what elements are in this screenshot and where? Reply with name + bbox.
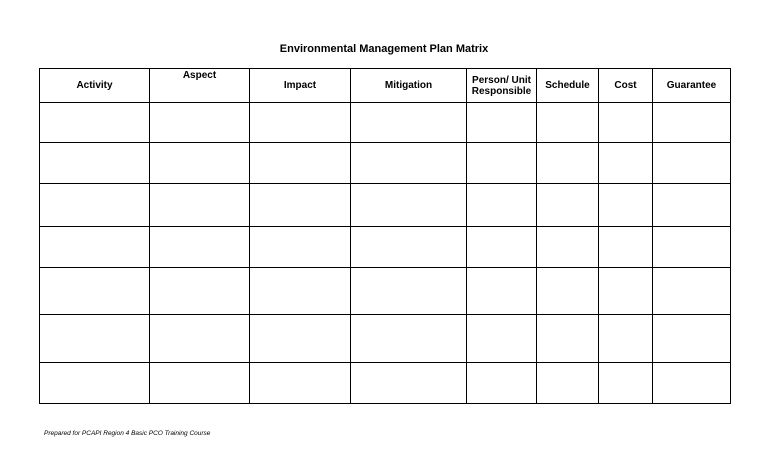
table-cell [599, 363, 653, 404]
table-cell [150, 103, 250, 143]
table-cell [537, 227, 599, 268]
table-cell [150, 227, 250, 268]
table-cell [537, 143, 599, 184]
table-cell [467, 315, 537, 363]
table-cell [351, 227, 467, 268]
column-header-aspect: Aspect [150, 69, 250, 103]
table-cell [40, 143, 150, 184]
table-cell [467, 227, 537, 268]
table-cell [351, 363, 467, 404]
column-header-impact: Impact [250, 69, 351, 103]
table-cell [653, 103, 731, 143]
table-cell [467, 363, 537, 404]
table-row [40, 315, 731, 363]
table-cell [40, 315, 150, 363]
table-cell [467, 103, 537, 143]
table-cell [250, 315, 351, 363]
table-cell [351, 103, 467, 143]
table-cell [599, 103, 653, 143]
table-cell [467, 143, 537, 184]
table-cell [599, 227, 653, 268]
table-cell [653, 268, 731, 315]
table-row [40, 268, 731, 315]
table-cell [250, 227, 351, 268]
table-row [40, 184, 731, 227]
table-cell [653, 184, 731, 227]
column-header-person-unit-responsible: Person/ Unit Responsible [467, 69, 537, 103]
table-cell [250, 268, 351, 315]
table-cell [250, 363, 351, 404]
table-cell [653, 143, 731, 184]
column-header-schedule: Schedule [537, 69, 599, 103]
table-cell [150, 315, 250, 363]
table-cell [351, 315, 467, 363]
table-cell [250, 103, 351, 143]
table-cell [599, 184, 653, 227]
table-cell [250, 143, 351, 184]
table-row [40, 363, 731, 404]
table-cell [537, 184, 599, 227]
table-cell [150, 184, 250, 227]
table-cell [653, 363, 731, 404]
table-row [40, 103, 731, 143]
column-header-mitigation: Mitigation [351, 69, 467, 103]
table-cell [150, 363, 250, 404]
column-header-cost: Cost [599, 69, 653, 103]
table-cell [599, 143, 653, 184]
table-cell [467, 184, 537, 227]
table-cell [467, 268, 537, 315]
table-cell [537, 315, 599, 363]
table-cell [537, 268, 599, 315]
table-cell [40, 363, 150, 404]
column-header-activity: Activity [40, 69, 150, 103]
table-cell [653, 227, 731, 268]
table-cell [351, 184, 467, 227]
table-row [40, 143, 731, 184]
page-title: Environmental Management Plan Matrix [279, 43, 489, 55]
header-row [40, 69, 731, 103]
column-header-guarantee: Guarantee [653, 69, 731, 103]
plan-matrix-table [39, 68, 731, 404]
table-cell [599, 315, 653, 363]
table-cell [653, 315, 731, 363]
table-cell [537, 103, 599, 143]
table-cell [40, 227, 150, 268]
table-cell [150, 268, 250, 315]
table-cell [40, 268, 150, 315]
table-cell [40, 103, 150, 143]
table-cell [250, 184, 351, 227]
table-cell [351, 143, 467, 184]
table-cell [537, 363, 599, 404]
footer-note: Prepared for PCAPI Region 4 Basic PCO Training Course [44, 430, 211, 437]
table-cell [40, 184, 150, 227]
table-row [40, 227, 731, 268]
table-cell [150, 143, 250, 184]
table-cell [599, 268, 653, 315]
table-cell [351, 268, 467, 315]
